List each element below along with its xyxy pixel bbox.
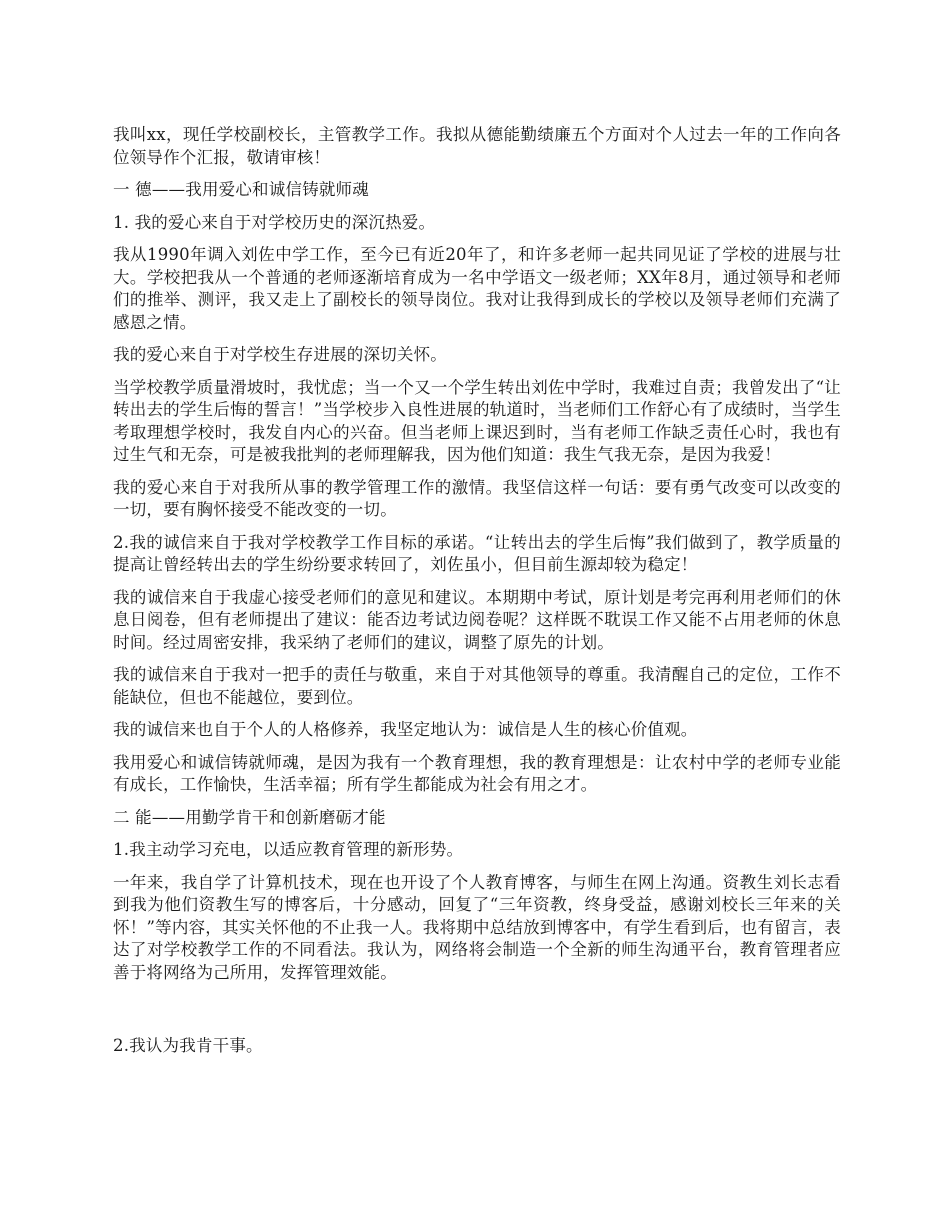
paragraph-education-ideal: 我用爱心和诚信铸就师魂，是因为我有一个教育理想，我的教育理想是：让农村中学的老师专业能有成长，工作愉快，生活幸福；所有学生都能成为社会有用之才。 [113,752,841,794]
paragraph-passion: 我的爱心来自于对我所从事的教学管理工作的激情。我坚信这样一句话：要有勇气改变可以改变的一切，要有胸怀接受不能改变的一切。 [113,477,841,519]
paragraph-blog: 一年来，我自学了计算机技术，现在也开设了个人教育博客，与师生在网上沟通。资教生刘长志看到我为他们资教生写的博客后，十分感动，回复了“三年资教，终身受益，感谢刘校长三年来的关怀！”等内容，其实关怀他的不止我一人。我将期中总结放到博客中，有学生看到后，也有留言，表达了对学校教学工作的不同看法。我认为，网络将会制造一个全新的师生沟通平台，教育管理者应善于将网络为己所用，发挥管理效能。 [113,872,841,982]
section-heading-de: 一 德——我用爱心和诚信铸就师魂 [113,180,369,199]
paragraph-integrity-advice: 我的诚信来自于我虚心接受老师们的意见和建议。本期期中考试，原计划是考完再利用老师们的休息日阅卷，但有老师提出了建议：能否边考试边阅卷呢？这样既不耽误工作又能不占用老师的休息时间。经过周密安排，我采纳了老师们的建议，调整了原先的计划。 [113,587,841,652]
paragraph-integrity-promise: 2.我的诚信来自于我对学校教学工作目标的承诺。“让转出去的学生后悔”我们做到了，教学质量的提高让曾经转出去的学生纷纷要求转回了，刘佐虽小，但目前生源却较为稳定！ [113,532,841,574]
subheading-willing-to-work: 2.我认为我肯干事。 [113,1036,263,1055]
document-body [113,124,841,1068]
subheading-love-history: 1. 我的爱心来自于对学校历史的深沉热爱。 [113,212,436,232]
subheading-self-study: 1.我主动学习充电，以适应教育管理的新形势。 [113,840,464,859]
paragraph-integrity-respect: 我的诚信来自于我对一把手的责任与敬重，来自于对其他领导的尊重。我清醒自己的定位，工作不能缺位，但也不能越位，要到位。 [113,665,841,707]
paragraph-integrity-character: 我的诚信来也自于个人的人格修养，我坚定地认为：诚信是人生的核心价值观。 [113,720,698,739]
section-heading-neng: 二 能——用勤学肯干和创新磨砺才能 [113,807,386,827]
subheading-love-development: 我的爱心来自于对学校生存进展的深切关怀。 [113,345,447,364]
intro-paragraph: 我叫xx，现任学校副校长，主管教学工作。我拟从德能勤绩廉五个方面对个人过去一年的工作向各位领导作个汇报，敬请审核！ [113,125,841,167]
paragraph-career: 我从1990年调入刘佐中学工作，至今已有近20年了，和许多老师一起共同见证了学校的进展与壮大。学校把我从一个普通的老师逐渐培育成为一名中学语文一级老师；XX年8月，通过领导和老师们的推举、测评，我又走上了副校长的领导岗位。我对让我得到成长的学校以及领导老师们充满了感恩之情。 [113,245,841,332]
blank-space [113,994,841,1035]
paragraph-concern: 当学校教学质量滑坡时，我忧虑；当一个又一个学生转出刘佐中学时，我难过自责；我曾发出了“让转出去的学生后悔的誓言！”当学校步入良性进展的轨道时，当老师们工作舒心有了成绩时，当学生考取理想学校时，我发自内心的兴奋。但当老师上课迟到时，当有老师工作缺乏责任心时，我也有过生气和无奈，可是被我批判的老师理解我，因为他们知道：我生气我无奈，是因为我爱！ [113,377,841,464]
